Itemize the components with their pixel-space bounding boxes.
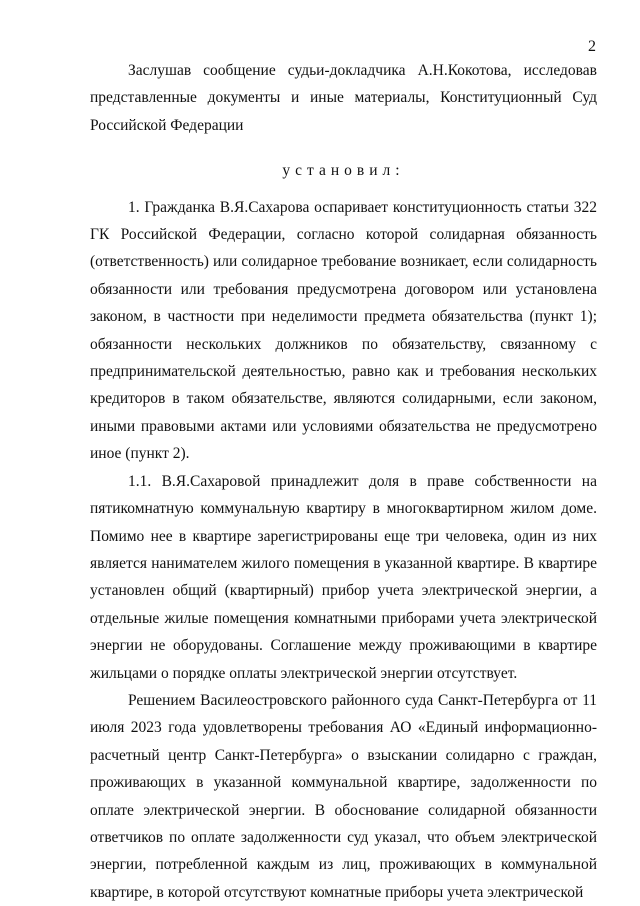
paragraph-court-decision: Решением Василеостровского районного суда Санкт-Петербурга от 11 июля 2023 года удовлетворены требования АО «Единый информационно-расчетный центр Санкт-Петербурга» о взыскании солидарно с граждан, проживающих в указанной коммунальной квартире, задолженности по оплате электрической энергии. В обоснование солидарной обязанности ответчиков по оплате задолженности суд указал, что объем электрической энергии, потребленной каждым из лиц, проживающих в коммунальной квартире, в которой отсутствуют комнатные приборы учета электрической	[90, 691, 597, 901]
section-heading: установил:	[282, 162, 405, 180]
paragraph-1: 1. Гражданка В.Я.Сахарова оспаривает конституционность статьи 322 ГК Российской Федерации, согласно которой солидарная обязанность (ответственность) или солидарное требование возникает, если солидарность обязанности или требования предусмотрена договором или установлена законом, в частности при неделимости предмета обязательства (пункт 1); обязанности нескольких должников по обязательству, связанному с предпринимательской деятельностью, равно как и требования нескольких кредиторов в таком обязательстве, являются солидарными, если законом, иными правовыми актами или условиями обязательства не предусмотрено иное (пункт 2).	[90, 198, 597, 463]
document-body	[90, 57, 597, 906]
page-number: 2	[588, 38, 596, 55]
intro-paragraph: Заслушав сообщение судьи-докладчика А.Н.Кокотова, исследовав представленные документы и иные материалы, Конституционный Суд Российской Федерации	[90, 62, 597, 134]
paragraph-1-1: 1.1. В.Я.Сахаровой принадлежит доля в праве собственности на пятикомнатную коммунальную квартиру в многоквартирном жилом доме. Помимо нее в квартире зарегистрированы еще три человека, один из них является нанимателем жилого помещения в указанной квартире. В квартире установлен общий (квартирный) прибор учета электрической энергии, а отдельные жилые помещения комнатными приборами учета электрической энергии не оборудованы. Соглашение между проживающими в квартире жильцами о порядке оплаты электрической энергии отсутствует.	[90, 472, 597, 682]
